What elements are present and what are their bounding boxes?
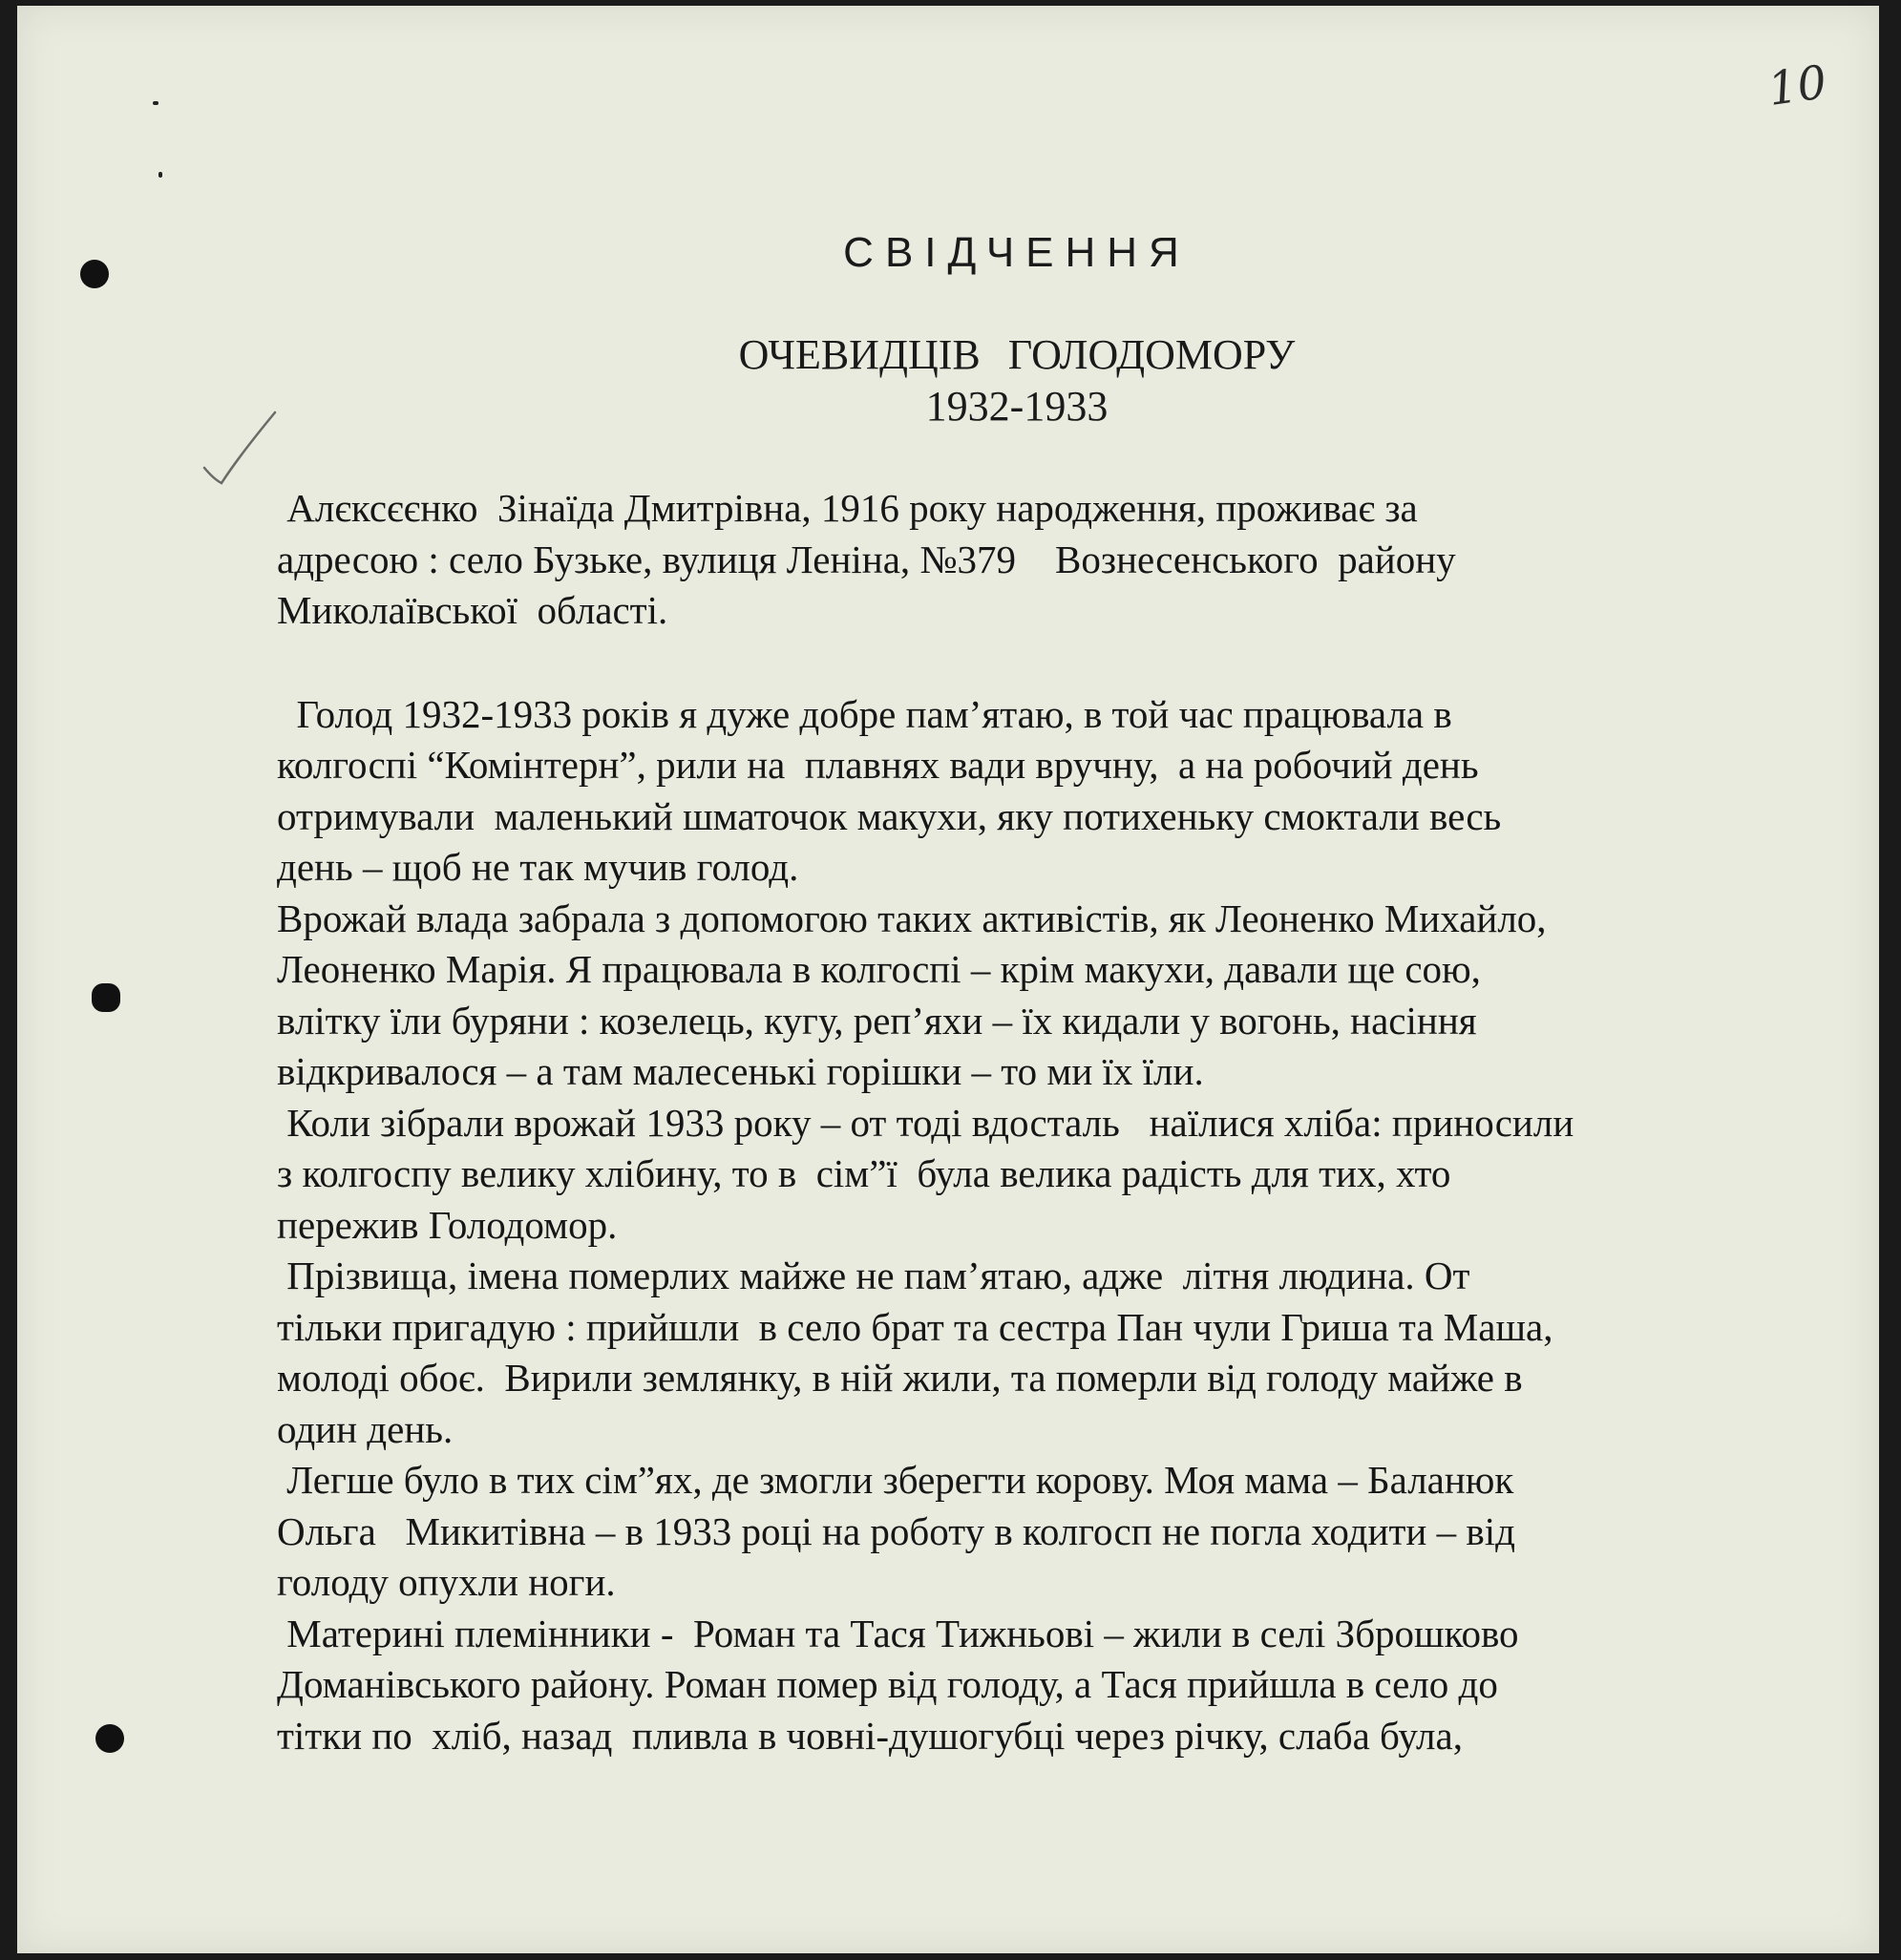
document-subtitle: ОЧЕВИДЦІВ ГОЛОДОМОРУ bbox=[738, 331, 1296, 378]
text-line: отримували маленький шматочок макухи, яку потихеньку смоктали весь bbox=[277, 793, 1502, 838]
text-line: день – щоб не так мучив голод. bbox=[277, 845, 799, 889]
text-line: влітку їли буряни : козелець, кугу, реп’яхи – їх кидали у вогонь, насіння bbox=[277, 998, 1477, 1043]
page-number: 10 bbox=[1764, 55, 1830, 116]
document-years: 1932-1933 bbox=[925, 383, 1109, 430]
document-title: СВІДЧЕННЯ bbox=[843, 229, 1191, 276]
text-line: Коли зібрали врожай 1933 року – от тоді вдосталь наїлися хліба: приносили bbox=[277, 1100, 1574, 1145]
text-line: Материні племінники - Роман та Тася Тижньові – жили в селі Зброшково bbox=[277, 1611, 1519, 1655]
text-line: пережив Голодомор. bbox=[277, 1202, 618, 1247]
testimony-text bbox=[277, 483, 1766, 1761]
text-line: один день. bbox=[277, 1406, 454, 1451]
text-line: молоді обоє. Вирили землянку, в ній жили, та померли від голоду майже в bbox=[277, 1356, 1523, 1400]
text-line: Доманівського району. Роман помер від голоду, а Тася прийшла в село до bbox=[277, 1662, 1498, 1706]
text-line: тітки по хліб, назад пливла в човні-душогубці через річку, слаба була, bbox=[277, 1713, 1463, 1758]
text-line: тільки пригадую : прийшли в село брат та сестра Пан чули Гриша та Маша, bbox=[277, 1304, 1553, 1349]
text-line: Легше було в тих сім”ях, де змогли зберегти корову. Моя мама – Баланюк bbox=[277, 1458, 1514, 1502]
punch-hole bbox=[95, 1724, 124, 1753]
text-line: відкривалося – а там малесенькі горішки – то ми їх їли. bbox=[277, 1049, 1204, 1093]
speck bbox=[153, 101, 158, 105]
punch-hole bbox=[92, 983, 120, 1012]
text-line: Ольга Микитівна – в 1933 році на роботу в колгосп не погла ходити – від bbox=[277, 1508, 1515, 1553]
text-line: адресою : село Бузьке, вулиця Леніна, №379 Вознесенського району bbox=[277, 537, 1456, 581]
text-line: Алєксєєнко Зінаїда Дмитрівна, 1916 року народження, проживає за bbox=[277, 486, 1418, 530]
text-line: голоду опухли ноги. bbox=[277, 1560, 616, 1604]
text-line: Миколаївської області. bbox=[277, 588, 668, 632]
text-line: Врожай влада забрала з допомогою таких активістів, як Леоненко Михайло, bbox=[277, 896, 1547, 940]
text-line: колгоспі “Комінтерн”, рили на плавнях вади вручну, а на робочий день bbox=[277, 743, 1479, 787]
text-line: з колгоспу велику хлібину, то в сім”ї була велика радість для тих, хто bbox=[277, 1151, 1451, 1195]
text-line: Леоненко Марія. Я працювала в колгоспі – крім макухи, давали ще сою, bbox=[277, 947, 1481, 991]
text-line: Прізвища, імена померлих майже не пам’ятаю, адже літня людина. От bbox=[277, 1254, 1470, 1297]
text-line: Голод 1932-1933 років я дуже добре пам’ятаю, в той час працювала в bbox=[277, 691, 1452, 736]
speck bbox=[158, 172, 162, 178]
